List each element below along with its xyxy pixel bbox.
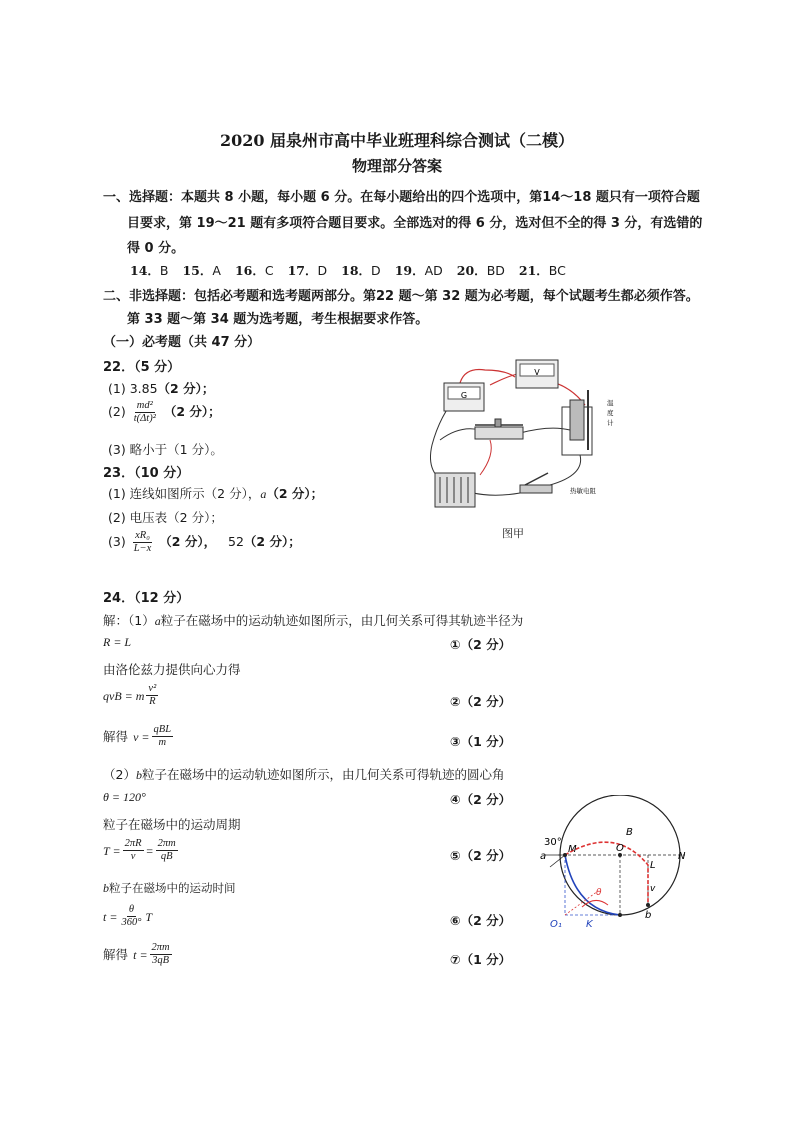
circuit-wire (440, 429, 480, 440)
q23-answer-2: (2) 电压表（2 分）； (108, 510, 223, 525)
figure1-caption: 图甲 (502, 527, 524, 540)
eq1-score: ①（2 分） (450, 637, 512, 652)
answer-item: 21．BC (518, 263, 566, 278)
eq4: θ = 120° (103, 790, 146, 804)
circuit-wire (460, 370, 515, 383)
switch (520, 473, 552, 493)
q24-text5: 粒子在磁场中的运动周期 (103, 817, 241, 832)
eq7-score: ⑦（1 分） (450, 952, 512, 967)
eq7: 解得 t = $\frac{2\pi m}{3qB}$ (103, 942, 170, 966)
section1-line2: 目要求，第 19～21 题有多项符合题目要求。全部选对的得 6 分，选对但不全的得 3 分，有选错的 (127, 216, 703, 231)
label-k: K (586, 919, 593, 930)
eq5-score: ⑤（2 分） (450, 848, 512, 863)
q22-answer-3: (3) 略小于（1 分）。 (108, 442, 223, 457)
section2-line1: 二、非选择题：包括必考题和选考题两部分。第22 题～第 32 题为必考题，每个试题考生都必须作答。 (103, 289, 699, 304)
q24-text2: 由洛伦兹力提供向心力得 (103, 662, 241, 677)
q24-part2: （2）b粒子在磁场中的运动轨迹如图所示，由几何关系可得轨迹的圆心角 (103, 767, 505, 782)
circuit-wire (550, 455, 581, 485)
trajectory-a (565, 842, 648, 905)
page-subtitle: 物理部分答案 (351, 157, 442, 175)
answer-item: 14．B (130, 263, 169, 278)
incoming-b (550, 855, 565, 867)
label-b: b (645, 910, 652, 921)
choice-answers (130, 261, 566, 279)
circuit-wire (480, 440, 491, 475)
trajectory-b (565, 855, 620, 915)
voltmeter-label: V (534, 368, 540, 377)
answer-item: 15．A (182, 263, 221, 278)
label-l: L (650, 860, 656, 871)
label-a: a (540, 851, 547, 862)
section1-line1: 一、选择题：本题共 8 小题，每小题 6 分。在每小题给出的四个选项中，第14～18 题只有一项符合题 (103, 190, 700, 205)
q22-heading: 22．（5 分） (103, 360, 181, 375)
q24-intro: 解：（1）a粒子在磁场中的运动轨迹如图所示，由几何关系可得其轨迹半径为 (103, 613, 524, 628)
label-o: O (616, 843, 624, 854)
eq3-score: ③（1 分） (450, 734, 512, 749)
angle-label: 30° (544, 837, 562, 848)
section1-line3: 得 0 分。 (127, 241, 185, 256)
q22-answer-2: (2) $\frac{\text{md²}}{\text{t(Δt)²}}$ （2 分）； (108, 400, 221, 424)
galvanometer (444, 383, 484, 411)
answer-item: 18．D (341, 263, 381, 278)
q24-text6: b粒子在磁场中的运动时间 (103, 881, 236, 895)
label-v: v (650, 884, 656, 894)
circuit-figure (420, 355, 620, 515)
eq4-score: ④（2 分） (450, 792, 512, 807)
q22-answer-1: (1) 3.85（2 分）； (108, 381, 215, 396)
eq3: 解得 v = $\frac{\text{qBL}}{m}$ (103, 724, 172, 748)
q24-heading: 24．（12 分） (103, 591, 190, 606)
galvanometer-label: G (460, 391, 468, 400)
beaker (562, 390, 592, 455)
thermometer-label: 计 (607, 419, 614, 427)
label-o1: O₁ (550, 919, 562, 930)
label-theta: θ (596, 888, 602, 898)
eq6: t = $\frac{\theta}{360^\circ}$ T (103, 904, 153, 928)
q23-answer-1: (1) 连线如图所示（2 分），a（2 分）； (108, 486, 324, 501)
label-m: M (568, 844, 577, 855)
rheostat (475, 419, 523, 439)
voltmeter (516, 360, 558, 388)
answer-item: 17．D (287, 263, 328, 278)
eq1: R = L (103, 635, 132, 649)
battery (435, 473, 475, 507)
thermistor-label: 热敏电阻 (570, 487, 596, 495)
q23-heading: 23．（10 分） (103, 466, 190, 481)
thermometer-label: 温 (607, 399, 614, 407)
label-n: N (678, 851, 686, 862)
section2-line2: 第 33 题～第 34 题为选考题，考生根据要求作答。 (127, 312, 429, 327)
required-heading: （一）必考题（共 47 分） (103, 335, 261, 350)
label-b-field: B (626, 827, 633, 838)
eq2-score: ②（2 分） (450, 694, 512, 709)
answer-item: 16．C (234, 263, 274, 278)
page-title: 2020 届泉州市高中毕业班理科综合测试（二模） (219, 131, 575, 150)
q23-answer-3: (3) $\frac{\text{xR₀}}{L-x}$ （2 分）， 52（2 分）； (108, 530, 301, 554)
eq2: qvB = m $\frac{\text{v²}}{R}$ (103, 683, 157, 707)
trajectory-figure (520, 795, 700, 935)
answer-item: 19．AD (394, 263, 443, 278)
thermometer-label: 度 (607, 409, 614, 417)
eq6-score: ⑥（2 分） (450, 913, 512, 928)
answer-item: 20．BD (456, 263, 505, 278)
eq5: T = $\frac{2\pi R}{v}$ = $\frac{2\pi m}{qB}$ (103, 838, 176, 862)
